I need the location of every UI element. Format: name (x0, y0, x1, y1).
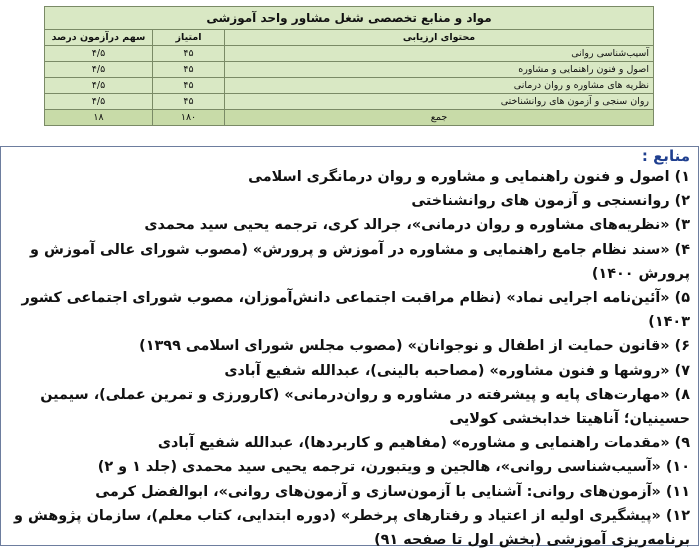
header-content: محتوای ارزیابی (225, 30, 654, 46)
reference-item: ۵) «آئین‌نامه اجرایی نماد» (نظام مراقبت اجتماعی دانش‌آموزان، مصوب شورای اجتماعی کشور ۱۴۰۳) (21, 290, 690, 331)
row-points: ۴۵ (153, 46, 225, 62)
reference-item: ۸) «مهارت‌های پایه و پیشرفته در مشاوره و روان‌درمانی» (کارورزی و تمرین عملی)، سیمین حسینیان؛ آناهیتا خدابخشی کولایی (40, 386, 690, 428)
references-heading: منابع : (641, 147, 690, 165)
reference-item: ۳) «نظریه‌های مشاوره و روان درمانی»، جرالد کری، ترجمه یحیی سید محمدی (144, 217, 690, 234)
total-share: ۱۸ (45, 110, 153, 126)
table-title: مواد و منابع تخصصی شغل مشاور واحد آموزشی (45, 7, 654, 30)
row-share: ۴/۵ (45, 78, 153, 94)
row-points: ۴۵ (153, 94, 225, 110)
reference-item: ۱۰) «آسیب‌شناسی روانی»، هالجین و ویتبورن، ترجمه یحیی سید محمدی (جلد ۱ و ۲) (97, 459, 690, 476)
table-row (45, 46, 654, 62)
references-list (8, 165, 690, 552)
row-share: ۴/۵ (45, 62, 153, 78)
row-content: اصول و فنون راهنمایی و مشاوره (225, 62, 654, 78)
total-points: ۱۸۰ (153, 110, 225, 126)
row-content: آسیب‌شناسی روانی (225, 46, 654, 62)
row-points: ۴۵ (153, 62, 225, 78)
reference-item: ۶) «قانون حمایت از اطفال و نوجوانان» (مصوب مجلس شورای اسلامی ۱۳۹۹) (139, 338, 690, 355)
row-share: ۴/۵ (45, 46, 153, 62)
references-box (0, 146, 699, 549)
table-total-row (45, 110, 654, 126)
row-share: ۴/۵ (45, 94, 153, 110)
row-points: ۴۵ (153, 78, 225, 94)
specialized-materials-table-wrapper (44, 6, 654, 126)
reference-item: ۴) «سند نظام جامع راهنمایی و مشاوره در آموزش و پرورش» (مصوب شورای عالی آموزش و پرورش ۱۴۰۰) (30, 241, 690, 282)
reference-item: ۱) اصول و فنون راهنمایی و مشاوره و روان درمانگری اسلامی (248, 169, 690, 185)
specialized-materials-table (44, 6, 654, 126)
total-label: جمع (225, 110, 654, 126)
header-share: سهم درآزمون درصد (45, 30, 153, 46)
reference-item: ۹) «مقدمات راهنمایی و مشاوره» (مفاهیم و کاربردها)، عبدالله شفیع آبادی (157, 435, 690, 452)
table-row (45, 62, 654, 78)
reference-item: ۱۲) «پیشگیری اولیه از اعتیاد و رفتارهای پرخطر» (دوره ابتدایی، کتاب معلم)، سازمان پژوهش و برنامه‌ریزی آموزشی (بخش اول تا صفحه ۹۱) (14, 507, 690, 549)
reference-item: ۷) «روشها و فنون مشاوره» (مصاحبه بالینی)، عبدالله شفیع آبادی (224, 362, 690, 379)
reference-item: ۱۱) «آزمون‌های روانی: آشنایی با آزمون‌سازی و آزمون‌های روانی»، ابوالفضل کرمی (95, 483, 690, 500)
header-points: امتیاز (153, 30, 225, 46)
table-row (45, 78, 654, 94)
row-content: روان سنجی و آزمون های روانشناختی (225, 94, 654, 110)
reference-item: ۲) روانسنجی و آزمون های روانشناختی (411, 193, 690, 210)
row-content: نظریه های مشاوره و روان درمانی (225, 78, 654, 94)
table-row (45, 94, 654, 110)
